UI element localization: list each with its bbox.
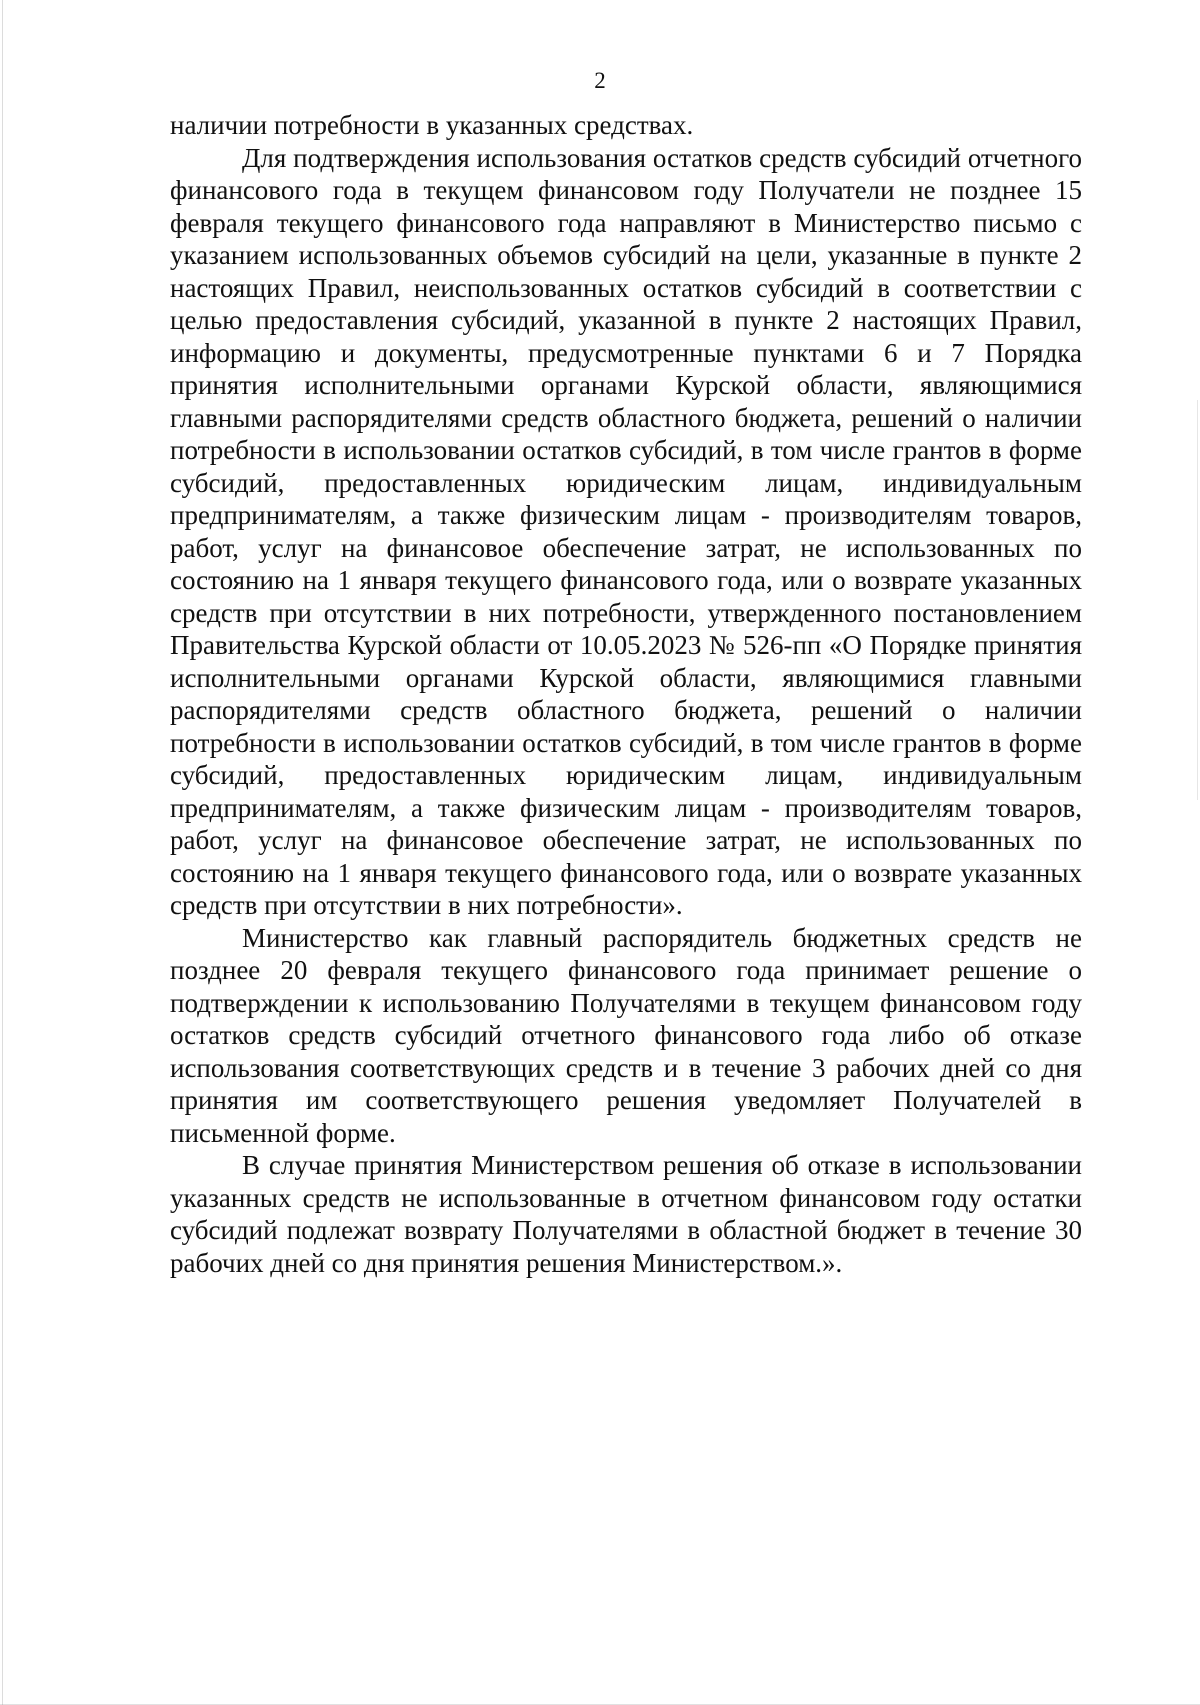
page-number: 2 <box>594 68 606 93</box>
document-body <box>170 109 1082 1279</box>
scan-edge-left <box>2 0 3 1705</box>
paragraph-continuation: наличии потребности в указанных средствах. <box>170 110 694 140</box>
scan-edge-right <box>1197 400 1198 800</box>
paragraph-ministry-decision: Министерство как главный распорядитель бюджетных средств не позднее 20 февраля текущего финансового года принимает решение о подтверждении к использованию Получателями в текущем финансовом году остатков средств субсидий отчетного финансового года либо об отказе использования соответствующих средств и в течение 3 рабочих дней со дня принятия им соответствующего решения уведомляет Получателей в письменной форме. <box>170 922 1082 1148</box>
paragraph-confirmation-letter: Для подтверждения использования остатков средств субсидий отчетного финансового года в текущем финансовом году Получатели не позднее 15 февраля текущего финансового года направляют в Министерство письмо с указанием использованных объемов субсидий на цели, указанные в пункте 2 настоящих Правил, неиспользованных остатков субсидий в соответствии с целью предоставления субсидий, указанной в пункте 2 настоящих Правил, информацию и документы, предусмотренные пунктами 6 и 7 Порядка принятия исполнительными органами Курской области, являющимися главными распорядителями средств областного бюджета, решений о наличии потребности в использовании остатков субсидий, в том числе грантов в форме субсидий, предоставленных юридическим лицам, индивидуальным предпринимателям, а также физическим лицам - производителям товаров, работ, услуг на финансовое обеспечение затрат, не использованных по состоянию на 1 января текущего финансового года, или о возврате указанных средств при отсутствии в них потребности, утвержденного постановлением Правительства Курской области от 10.05.2023 № 526-пп «О Порядке принятия исполнительными органами Курской области, являющимися главными распорядителями средств областного бюджета, решений о наличии потребности в использовании остатков субсидий, в том числе грантов в форме субсидий, предоставленных юридическим лицам, индивидуальным предпринимателям, а также физическим лицам - производителям товаров, работ, услуг на финансовое обеспечение затрат, не использованных по состоянию на 1 января текущего финансового года, или о возврате указанных средств при отсутствии в них потребности». <box>170 142 1082 920</box>
paragraph-refusal-return: В случае принятия Министерством решения об отказе в использовании указанных средств не использованные в отчетном финансовом году остатки субсидий подлежат возврату Получателями в областной бюджет в течение 30 рабочих дней со дня принятия решения Министерством.». <box>170 1150 1082 1278</box>
